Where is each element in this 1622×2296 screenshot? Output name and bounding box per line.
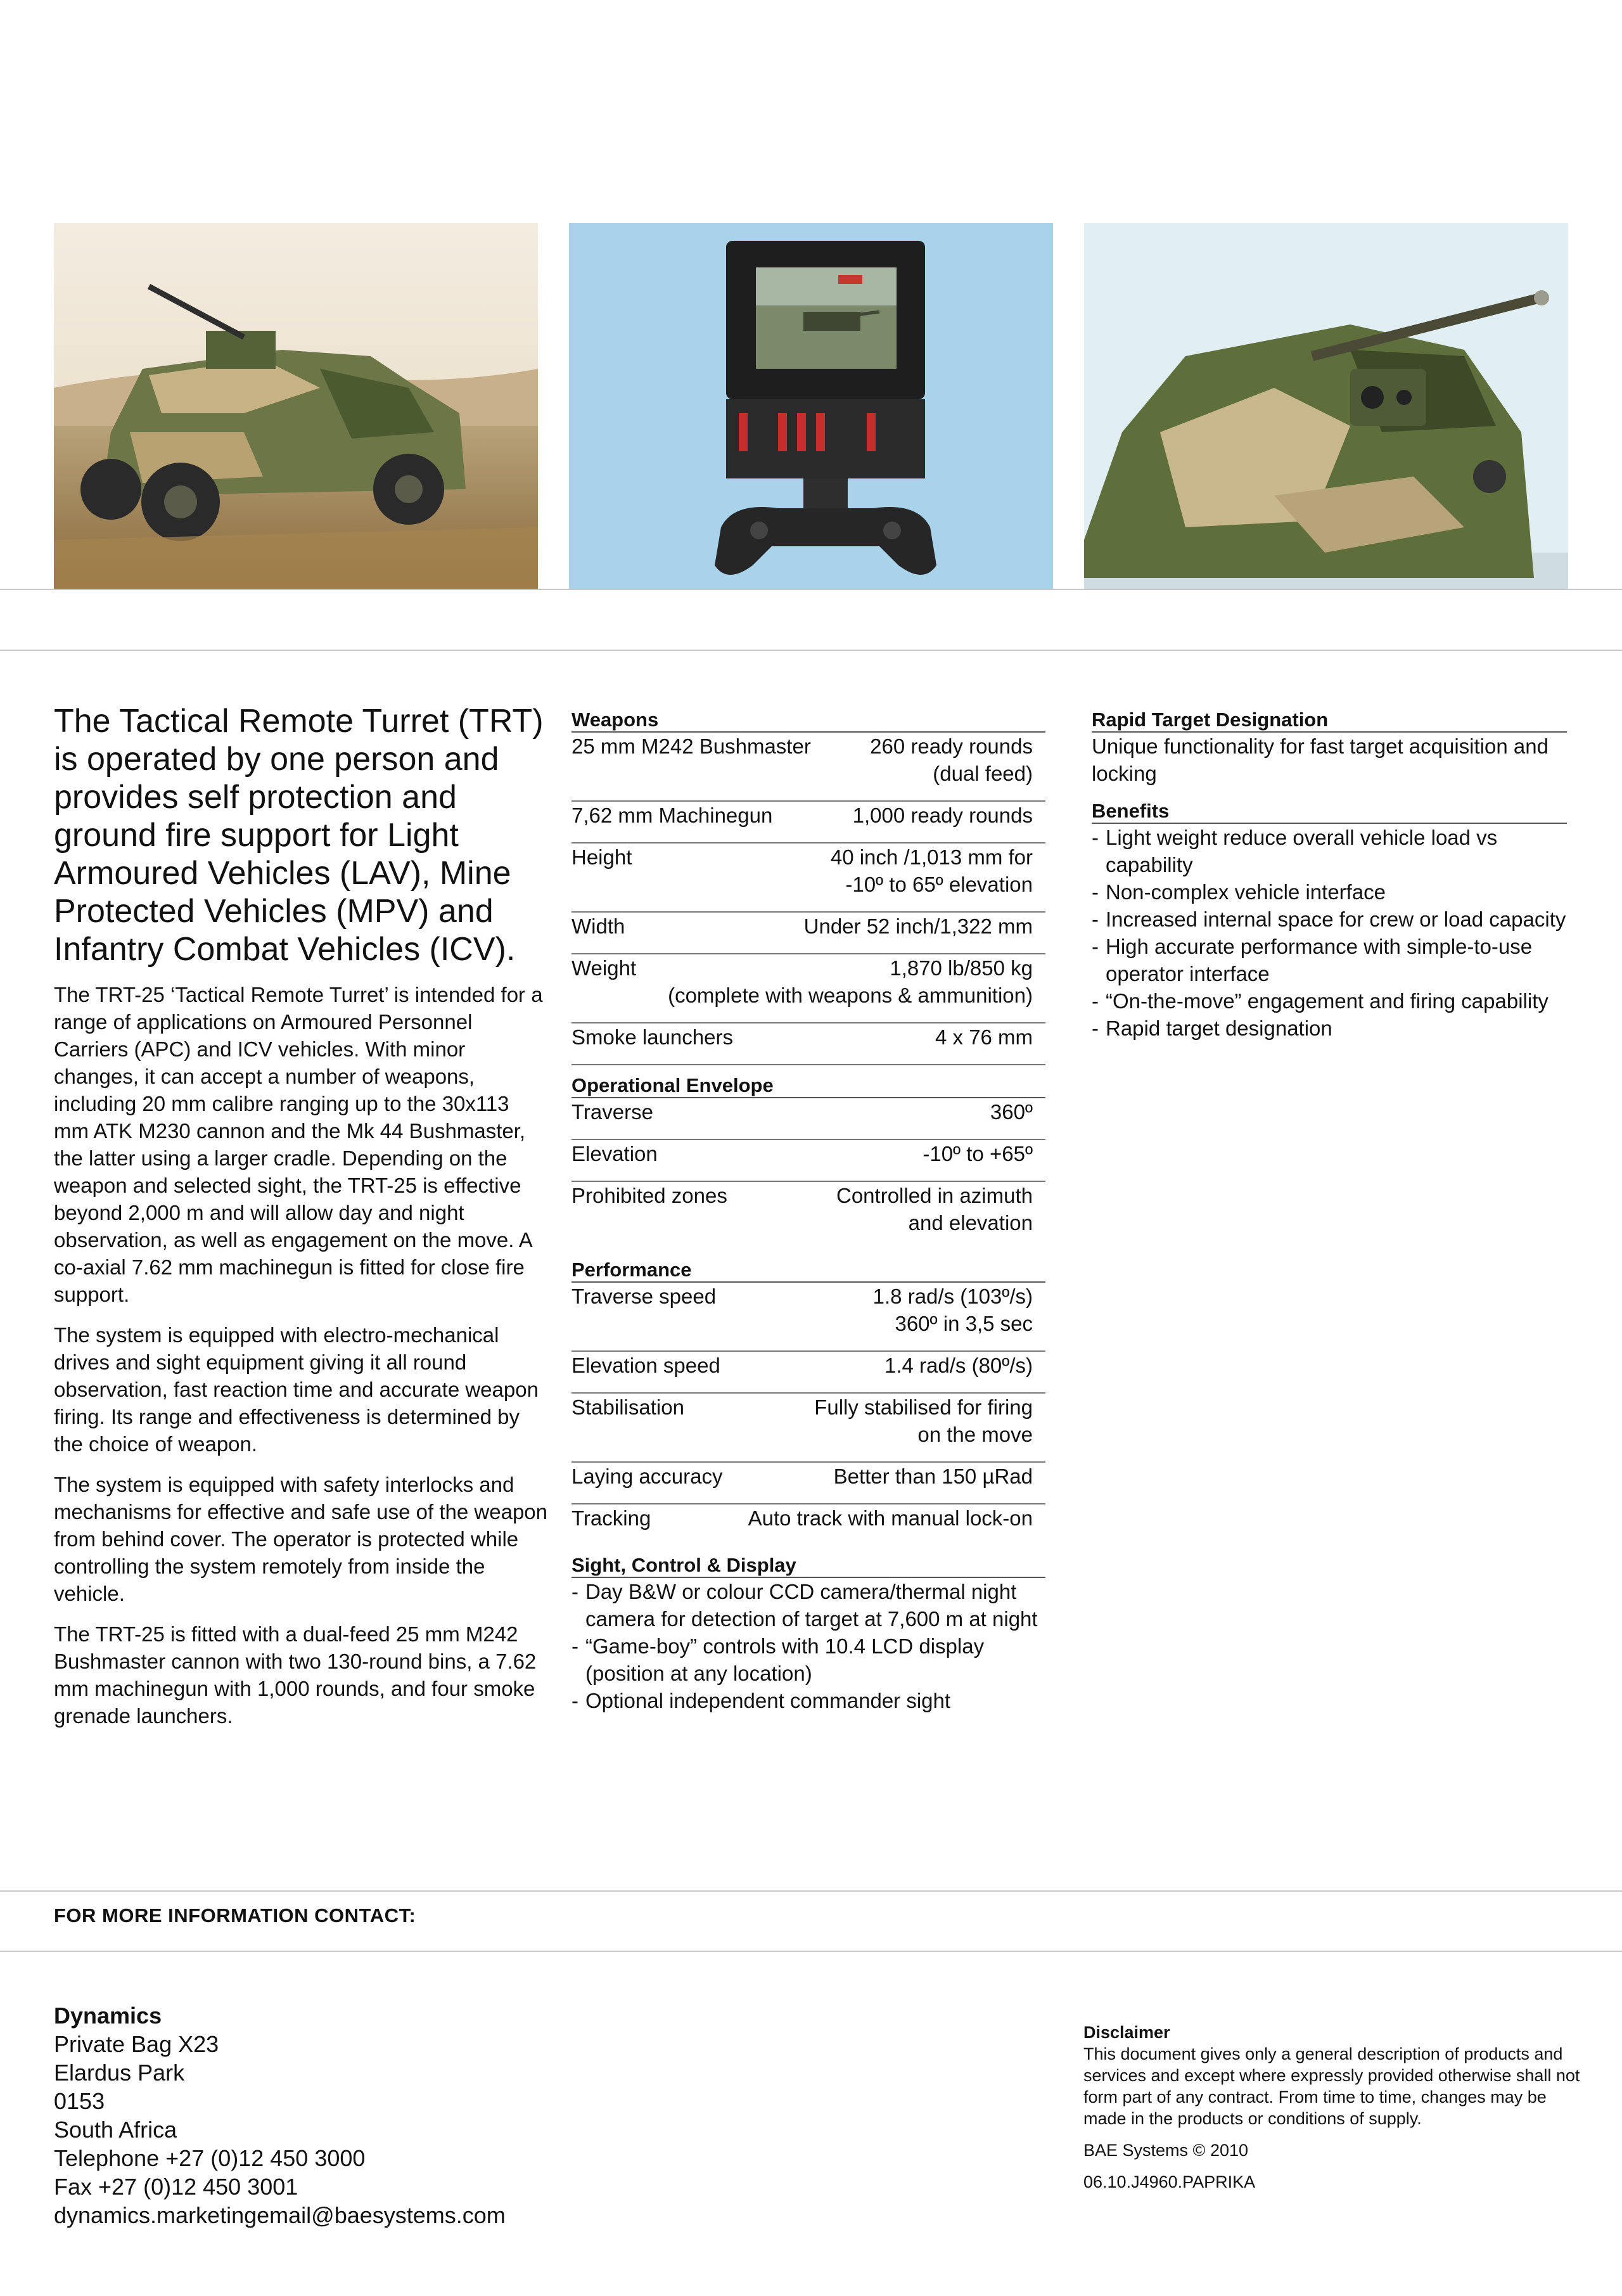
list-item: - Day B&W or colour CCD camera/thermal night camera for detection of target at 7,600 m at night: [572, 1578, 1045, 1632]
intro-body: [54, 981, 548, 1743]
address-line: Private Bag X23: [54, 2031, 219, 2057]
telephone: Telephone +27 (0)12 450 3000: [54, 2145, 366, 2171]
spec-value: -10º to +65º: [923, 1142, 1033, 1165]
list-item: - Light weight reduce overall vehicle load vs capability: [1092, 824, 1567, 878]
top-divider: [0, 589, 1622, 590]
contact-divider-top: [0, 1890, 1622, 1892]
spec-value: Better than 150 µRad: [833, 1465, 1033, 1488]
spec-label: 25 mm M242 Bushmaster: [572, 734, 811, 758]
section-title: Performance: [572, 1259, 1045, 1283]
list-item: - “Game-boy” controls with 10.4 LCD display (position at any location): [572, 1632, 1045, 1687]
spec-value: [632, 843, 1033, 898]
section-title: Sight, Control & Display: [572, 1554, 1045, 1578]
section-divider: [0, 650, 1622, 651]
spec-value-line: 360º in 3,5 sec: [895, 1312, 1033, 1335]
copyright: BAE Systems © 2010: [1083, 2141, 1249, 2160]
spec-label: Traverse speed: [572, 1285, 717, 1308]
spec-row: [572, 913, 1045, 954]
spec-row: [572, 1504, 1045, 1545]
section-title: Rapid Target Designation: [1092, 709, 1567, 733]
spec-value: [716, 1283, 1033, 1337]
spec-value: Auto track with manual lock-on: [748, 1506, 1033, 1530]
address-block: [54, 2001, 506, 2229]
spec-value-line: 40 inch /1,013 mm for: [830, 845, 1033, 869]
spec-label: Elevation speed: [572, 1354, 720, 1377]
spec-row: [572, 843, 1045, 913]
turret-closeup-photo: [1084, 223, 1568, 589]
spec-label: Elevation: [572, 1142, 658, 1165]
intro-paragraph: The system is equipped with electro-mechanical drives and sight equipment giving it all round observation, fast reaction time and accurate weapon firing. Its range and effectiveness is determined by the choice of weapon.: [54, 1323, 539, 1456]
performance-section: [572, 1259, 1045, 1545]
fax: Fax +27 (0)12 450 3001: [54, 2174, 298, 2200]
spec-value-line: -10º to 65º elevation: [845, 873, 1033, 896]
spec-row: [572, 1140, 1045, 1182]
spec-label: Height: [572, 845, 632, 869]
spec-value-line: Controlled in azimuth: [836, 1184, 1033, 1207]
spec-value-line: (dual feed): [933, 762, 1033, 785]
spec-value: 1,000 ready rounds: [852, 804, 1033, 827]
benefits-list: [1092, 824, 1567, 1042]
list-item: - “On-the-move” engagement and firing capability: [1092, 987, 1567, 1015]
spec-value-line: (complete with weapons & ammunition): [668, 984, 1033, 1007]
spec-label: Weight: [572, 956, 637, 980]
contact-heading: FOR MORE INFORMATION CONTACT:: [54, 1904, 416, 1927]
spec-value: Under 52 inch/1,322 mm: [803, 914, 1033, 938]
spec-value-line: 260 ready rounds: [870, 734, 1033, 758]
section-title: Weapons: [572, 709, 1045, 733]
spec-value-line: and elevation: [908, 1211, 1033, 1235]
contact-divider-bottom: [0, 1951, 1622, 1952]
spec-value: [727, 1182, 1033, 1236]
spec-label: 7,62 mm Machinegun: [572, 804, 773, 827]
list-item: - Rapid target designation: [1092, 1015, 1567, 1042]
spec-label: Smoke launchers: [572, 1025, 733, 1049]
spec-row: [572, 1463, 1045, 1504]
address-line: Elardus Park: [54, 2060, 185, 2086]
list-item: - Non-complex vehicle interface: [1092, 878, 1567, 906]
spec-table: [572, 709, 1045, 1723]
spec-value: [684, 1394, 1033, 1448]
spec-value: [811, 733, 1033, 787]
spec-value-line: 1,870 lb/850 kg: [890, 956, 1033, 980]
section-title: Operational Envelope: [572, 1074, 1045, 1098]
spec-label: Width: [572, 914, 625, 938]
rapid-text: Unique functionality for fast target acquisition and locking: [1092, 734, 1549, 785]
spec-row: [572, 1023, 1045, 1065]
spec-label: Tracking: [572, 1506, 651, 1530]
spec-row: [572, 1283, 1045, 1352]
armoured-vehicle-photo: [54, 223, 538, 589]
spec-value: 1.4 rad/s (80º/s): [884, 1354, 1033, 1377]
spec-value-line: Fully stabilised for firing: [814, 1395, 1033, 1419]
list-item: - Optional independent commander sight: [572, 1687, 1045, 1714]
spec-value-line: on the move: [917, 1423, 1033, 1446]
disclaimer-block: [1083, 2022, 1584, 2193]
spec-label: Traverse: [572, 1100, 653, 1124]
company-name: Dynamics: [54, 2003, 162, 2029]
sight-list: [572, 1578, 1045, 1714]
address-line: South Africa: [54, 2117, 177, 2143]
spec-value: 360º: [990, 1100, 1033, 1124]
disclaimer-text: This document gives only a general description of products and services and except where expressly provided otherwise shall not form part of any contract. From time to time, changes may be made in the products or conditions of supply.: [1083, 2044, 1580, 2128]
address-line: 0153: [54, 2088, 105, 2114]
section-title: Benefits: [1092, 800, 1567, 824]
control-display-photo: [569, 223, 1053, 589]
spec-row: [572, 954, 1045, 1023]
list-item: - Increased internal space for crew or load capacity: [1092, 906, 1567, 933]
intro-paragraph: The TRT-25 is fitted with a dual-feed 25 mm M242 Bushmaster cannon with two 130-round bins, a 7.62 mm machinegun with 1,000 rounds, and four smoke grenade launchers.: [54, 1622, 537, 1728]
spec-row: [572, 1098, 1045, 1140]
list-item: - High accurate performance with simple-to-use operator interface: [1092, 933, 1567, 987]
spec-label: Laying accuracy: [572, 1465, 723, 1488]
spec-value: 4 x 76 mm: [935, 1025, 1033, 1049]
email-link[interactable]: dynamics.marketingemail@baesystems.com: [54, 2202, 506, 2228]
spec-value-line: 1.8 rad/s (103º/s): [872, 1285, 1033, 1308]
intro-paragraph: The TRT-25 ‘Tactical Remote Turret’ is intended for a range of applications on Armoured Personnel Carriers (APC) and ICV vehicles. With minor changes, it can accept a number of weapons, including 20 mm calibre ranging up to the 30x113 mm ATK M230 cannon and the Mk 44 Bushmaster, the latter using a larger cradle. Depending on the weapon and selected sight, the TRT-25 is effective beyond 2,000 m and will allow day and night observation, as well as engagement on the move. A co-axial 7.62 mm machinegun is fitted for close fire support.: [54, 983, 543, 1306]
spec-row: [572, 802, 1045, 843]
spec-row: [572, 1352, 1045, 1394]
spec-row: [572, 733, 1045, 802]
intro-lead: The Tactical Remote Turret (TRT) is operated by one person and provides self protection and ground fire support for Light Armoured Vehicles (LAV), Mine Protected Vehicles (MPV) and Infantry Combat Vehicles (ICV).: [54, 703, 544, 968]
spec-label: Prohibited zones: [572, 1184, 727, 1207]
document-code: 06.10.J4960.PAPRIKA: [1083, 2172, 1256, 2191]
weapons-section: [572, 709, 1045, 1065]
right-column: [1092, 709, 1567, 1042]
disclaimer-title: Disclaimer: [1083, 2023, 1170, 2042]
spec-row: [572, 1182, 1045, 1250]
spec-value: [636, 954, 1033, 1009]
spec-row: [572, 1394, 1045, 1463]
intro-paragraph: The system is equipped with safety interlocks and mechanisms for effective and safe use of the weapon from behind cover. The operator is protected while controlling the system remotely from inside the vehicle.: [54, 1473, 548, 1605]
sight-section: [572, 1554, 1045, 1714]
spec-label: Stabilisation: [572, 1395, 684, 1419]
envelope-section: [572, 1074, 1045, 1250]
